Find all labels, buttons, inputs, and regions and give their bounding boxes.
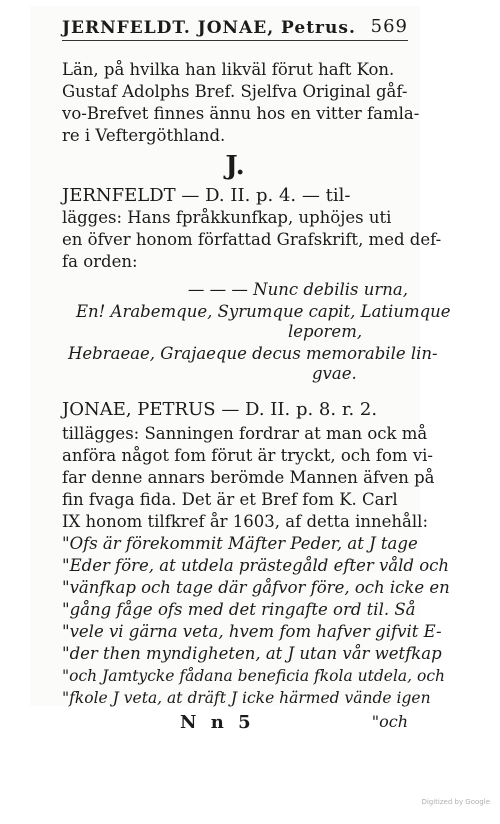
verse-line: leporem, xyxy=(288,322,363,341)
quote-line: "fkole J veta, at dräft J icke härmed vände igen xyxy=(62,689,431,707)
quote-line: "der then myndigheten, at J utan vår wetfkap xyxy=(62,644,442,663)
digitization-watermark: Digitized by Google xyxy=(421,798,490,806)
verse-line: Hebraeae, Grajaeque decus memorabile lin- xyxy=(68,344,438,363)
text-line: fa orden: xyxy=(62,252,138,271)
entry-heading-jernfeldt: JERNFELDT — D. II. p. 4. — til- xyxy=(62,185,351,206)
text-line: re i Veftergöthland. xyxy=(62,126,226,145)
page-number: 569 xyxy=(370,16,408,37)
verse-line: — — — Nunc debilis urna, xyxy=(187,280,408,299)
text-line: tillägges: Sanningen fordrar at man ock må xyxy=(62,424,428,443)
quote-line: "vele vi gärna veta, hvem fom hafver gifvit E- xyxy=(62,622,442,641)
text-line: anföra något fom förut är tryckt, och fom vi- xyxy=(62,446,433,465)
verse-line: En! Arabemque, Syrumque capit, Latiumque xyxy=(76,302,451,321)
quote-line: "vänfkap och tage där gåfvor före, och icke en xyxy=(62,578,450,597)
quote-line: "Ofs är förekommit Mäfter Peder, at J tage xyxy=(62,534,418,553)
entry-heading-jonae: JONAE, PETRUS — D. II. p. 8. r. 2. xyxy=(62,399,378,420)
section-letter: J. xyxy=(225,151,245,181)
quote-line: "Eder före, at utdela prästegåld efter våld och xyxy=(62,556,450,575)
catchword: "och xyxy=(371,712,408,731)
running-header xyxy=(62,14,408,41)
text-line: vo-Brefvet finnes ännu hos en vitter famla- xyxy=(62,104,420,123)
quote-line: "och Jamtycke fådana beneficia fkola utdela, och xyxy=(62,667,445,685)
text-line: IX honom tilfkref år 1603, af detta innehåll: xyxy=(62,512,428,531)
text-line: fin fvaga fida. Det är et Bref fom K. Carl xyxy=(62,490,398,509)
text-line: Gustaf Adolphs Bref. Sjelfva Original gåf- xyxy=(62,82,408,101)
text-line: Län, på hvilka han likväl förut haft Kon. xyxy=(62,60,395,79)
signature-mark: N n 5 xyxy=(180,712,255,733)
verse-line: gvae. xyxy=(312,364,357,383)
text-line: lägges: Hans fpråkkunfkap, uphöjes uti xyxy=(62,208,392,227)
text-line: far denne annars berömde Mannen äfven på xyxy=(62,468,435,487)
quote-line: "gång fåge ofs med det ringafte ord til. Så xyxy=(62,600,416,619)
running-title: JERNFELDT. JONAE, Petrus. xyxy=(62,18,356,38)
text-line: en öfver honom författad Grafskrift, med def- xyxy=(62,230,442,249)
